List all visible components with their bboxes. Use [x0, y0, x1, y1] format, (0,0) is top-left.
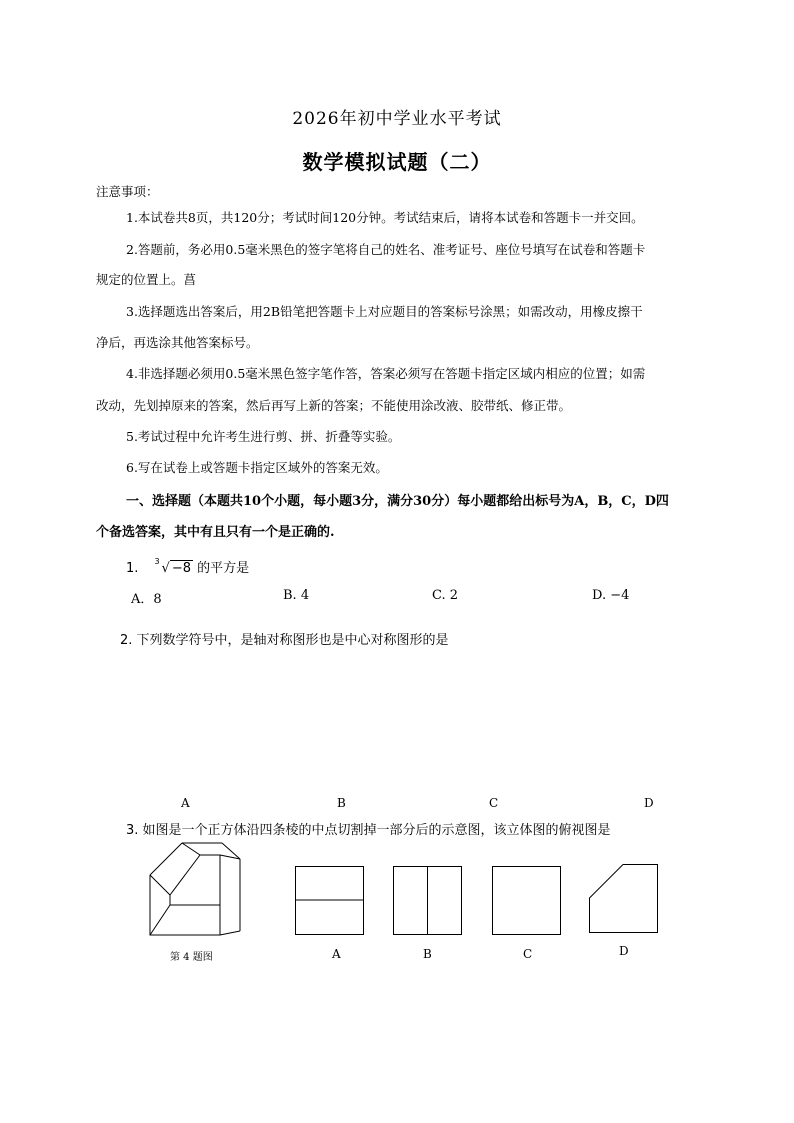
q1-option-a: A．8	[131, 592, 162, 607]
section1-heading-cont: 个备选答案，其中有且只有一个是正确的.	[96, 525, 335, 540]
q2-label-d: D	[644, 796, 654, 810]
section1-heading: 一、选择题（本题共10个小题，每小题3分，满分30分）每小题都给出标号为A，B，C，D四	[126, 494, 669, 509]
q1-stem	[126, 557, 249, 576]
q1-text: 的平方是	[197, 561, 250, 576]
notice-item-5: 5.考试过程中允许考生进行剪、拼、折叠等实验。	[126, 429, 401, 444]
q3-option-c-figure	[492, 866, 562, 936]
notice-item-3-cont: 净后，再选涂其他答案标号。	[96, 335, 259, 350]
paper-title: 数学模拟试题（二）	[302, 150, 492, 174]
cut-cube-figure	[140, 835, 250, 945]
q3-stem: 3. 如图是一个正方体沿四条棱的中点切割掉一部分后的示意图，该立体图的俯视图是	[126, 823, 611, 838]
notice-item-3: 3.选择题选出答案后，用2B铅笔把答题卡上对应题目的答案标号涂黑；如需改动，用橡皮擦干	[126, 304, 643, 319]
q1-number: 1.	[126, 561, 139, 576]
q3-label-b: B	[423, 947, 432, 961]
exam-title: 2026年初中学业水平考试	[292, 109, 502, 129]
notice-item-2-cont: 规定的位置上。菖	[96, 272, 197, 287]
q3-label-a: A	[332, 947, 341, 961]
q3-label-d: D	[619, 944, 629, 958]
q3-figure-caption: 第 4 题图	[170, 952, 213, 963]
notice-item-2: 2.答题前，务必用0.5毫米黑色的签字笔将自己的姓名、准考证号、座位号填写在试卷和答题卡	[126, 242, 646, 257]
q3-option-d-figure	[589, 864, 659, 934]
q1-option-d: D. −4	[592, 588, 630, 603]
q3-option-a-figure	[295, 866, 365, 936]
q1-option-b: B. 4	[283, 588, 310, 603]
cube-root: 3 √ −8	[154, 557, 192, 576]
q2-stem: 2. 下列数学符号中，是轴对称图形也是中心对称图形的是	[120, 633, 449, 648]
notice-item-4: 4.非选择题必须用0.5毫米黑色签字笔作答，答案必须写在答题卡指定区域内相应的位置；如需	[126, 366, 646, 381]
q1-option-c: C. 2	[432, 588, 459, 603]
notice-item-4-cont: 改动，先划掉原来的答案，然后再写上新的答案；不能使用涂改液、胶带纸、修正带。	[96, 398, 572, 413]
q3-label-c: C	[523, 947, 533, 961]
q3-option-b-figure	[393, 866, 463, 936]
root-index: 3	[154, 557, 160, 566]
q2-label-a: A	[181, 796, 190, 810]
notice-item-6: 6.写在试卷上或答题卡指定区域外的答案无效。	[126, 460, 388, 475]
notice-item-1: 1.本试卷共8页，共120分；考试时间120分钟。考试结束后，请将本试卷和答题卡一并交回。	[126, 210, 644, 225]
notice-heading: 注意事项：	[96, 184, 159, 199]
q2-label-c: C	[489, 796, 499, 810]
q2-label-b: B	[337, 796, 346, 810]
radicand: −8	[171, 561, 192, 576]
